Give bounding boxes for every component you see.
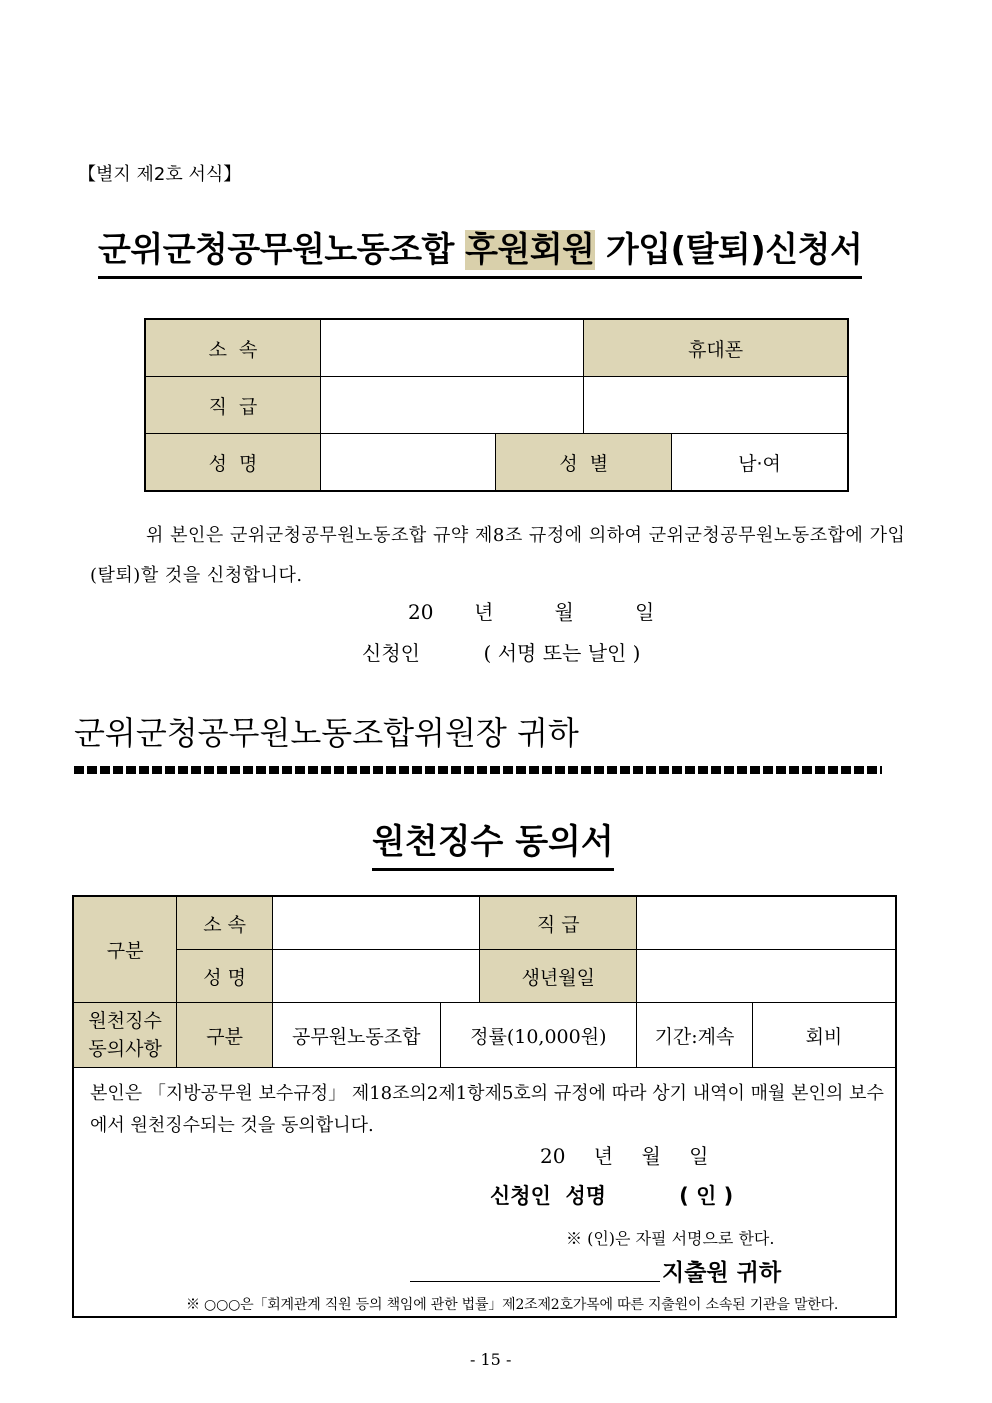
rank-label-2: 직 급 [480,896,637,950]
membership-form-title [98,226,862,279]
applicant-signature-line: 신청인 ( 서명 또는 날인 ) [362,641,641,665]
rank-field[interactable] [321,377,584,434]
consent-signature: 신청인 성명 ( 인 ) [490,1184,734,1208]
name-label: 성 명 [145,434,321,492]
fee-type: 회비 [752,1003,896,1068]
union-name: 공무원노동조합 [272,1003,440,1068]
phone-label: 휴대폰 [584,319,848,377]
rank-label: 직 급 [145,377,321,434]
affiliation-field[interactable] [321,319,584,377]
title1-prefix: 군위군청공무원노동조합 [98,230,466,270]
signature-note: ※ (인)은 자필 서명으로 한다. [566,1229,775,1248]
consent-statement-cell [73,1068,896,1318]
application-paragraph [90,516,925,596]
form-number-label: 【별지 제2호 서식】 [78,164,242,185]
consent-date: 20 년 월 일 [540,1144,709,1168]
gender-field[interactable]: 남·여 [672,434,848,492]
addressee: 군위군청공무원노동조합위원장 귀하 [74,714,579,752]
application-date: 20 년 월 일 [408,600,655,624]
name-label-2: 성 명 [177,950,273,1003]
category2-label: 구분 [177,1003,273,1068]
payee-footnote: ※ ○○○은「회계관계 직원 등의 책임에 관한 법률」제2조제2호가목에 따른 지출원이 소속된 기관을 말한다. [186,1297,839,1313]
payee-addressee: 지출원 귀하 [662,1259,782,1286]
title1-highlight: 후원회원 [465,230,595,270]
withholding-consent-title: 원천징수 동의서 [372,818,614,871]
payee-blank-line[interactable] [410,1280,660,1282]
page-number: - 15 - [470,1350,512,1369]
birth-date-label: 생년월일 [480,950,637,1003]
phone-field[interactable] [584,377,848,434]
title1-suffix: 가입(탈퇴)신청서 [594,230,863,270]
gender-label: 성 별 [496,434,672,492]
membership-info-table [144,318,849,492]
affiliation-label: 소 속 [145,319,321,377]
cut-line-divider [74,766,882,774]
withholding-consent-table [72,895,897,1318]
rank-field-2[interactable] [637,896,896,950]
fixed-rate: 정률(10,000원) [440,1003,637,1068]
name-field-2[interactable] [272,950,479,1003]
application-text: 위 본인은 군위군청공무원노동조합 규약 제8조 규정에 의하여 군위군청공무원노동조합에 가입(탈퇴)할 것을 신청합니다. [90,525,906,586]
period: 기간:계속 [637,1003,753,1068]
affiliation-label-2: 소 속 [177,896,273,950]
category-label: 구분 [73,896,177,1003]
birth-date-field[interactable] [637,950,896,1003]
affiliation-field-2[interactable] [272,896,479,950]
consent-text: 본인은 「지방공무원 보수규정」 제18조의2제1항제5호의 규정에 따라 상기 내역이 매월 본인의 보수에서 원천징수되는 것을 동의합니다. [90,1083,884,1136]
consent-items-label: 원천징수 동의사항 [73,1003,177,1068]
name-field[interactable] [321,434,496,492]
